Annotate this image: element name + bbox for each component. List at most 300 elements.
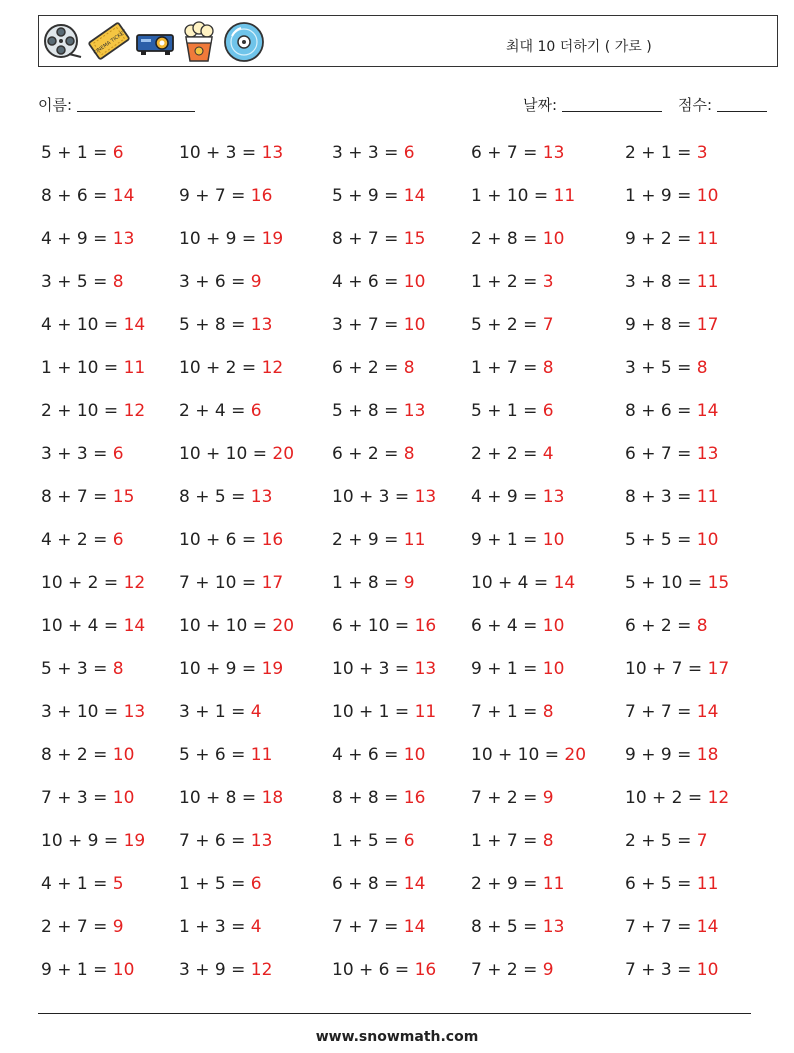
problem-cell bbox=[471, 444, 554, 464]
problem-cell bbox=[471, 874, 564, 894]
problem-answer: 7 bbox=[696, 831, 708, 851]
problem-answer: 9 bbox=[250, 272, 262, 292]
problem-answer: 10 bbox=[542, 530, 565, 550]
problem-cell bbox=[471, 917, 564, 937]
problem-cell bbox=[332, 186, 425, 206]
problem-answer: 8 bbox=[112, 659, 124, 679]
problem-cell bbox=[625, 573, 729, 593]
problem-cell bbox=[41, 229, 134, 249]
problem-expression: 1 + 3 = bbox=[179, 917, 251, 937]
worksheet-title: 최대 10 더하기 ( 가로 ) bbox=[506, 39, 652, 55]
problem-answer: 14 bbox=[123, 616, 146, 636]
problem-cell bbox=[179, 143, 283, 163]
problem-cell bbox=[332, 702, 436, 722]
problem-answer: 10 bbox=[696, 960, 719, 980]
problem-cell bbox=[625, 272, 718, 292]
name-blank[interactable] bbox=[77, 111, 195, 112]
problem-expression: 4 + 9 = bbox=[41, 229, 113, 249]
problem-expression: 10 + 2 = bbox=[625, 788, 708, 808]
problem-expression: 9 + 1 = bbox=[471, 659, 543, 679]
problem-cell bbox=[471, 659, 564, 679]
name-label: 이름: bbox=[38, 96, 73, 114]
problem-expression: 2 + 2 = bbox=[471, 444, 543, 464]
problem-cell bbox=[625, 186, 718, 206]
problem-expression: 10 + 9 = bbox=[41, 831, 124, 851]
problem-cell bbox=[625, 960, 718, 980]
problem-answer: 10 bbox=[403, 745, 426, 765]
footer-url: www.snowmath.com bbox=[315, 1029, 479, 1045]
problem-answer: 16 bbox=[261, 530, 284, 550]
problem-answer: 9 bbox=[112, 917, 124, 937]
problem-expression: 7 + 2 = bbox=[471, 788, 543, 808]
problem-cell bbox=[471, 358, 554, 378]
problem-answer: 14 bbox=[403, 186, 426, 206]
problem-cell bbox=[332, 272, 425, 292]
problem-answer: 6 bbox=[112, 444, 124, 464]
problem-answer: 6 bbox=[403, 143, 415, 163]
projector-icon bbox=[135, 21, 177, 61]
problem-answer: 12 bbox=[123, 573, 146, 593]
problem-cell bbox=[625, 917, 718, 937]
problem-cell bbox=[332, 745, 425, 765]
problem-answer: 5 bbox=[112, 874, 124, 894]
problem-cell bbox=[41, 444, 124, 464]
score-field bbox=[678, 94, 767, 115]
problem-expression: 2 + 4 = bbox=[179, 401, 251, 421]
problem-expression: 9 + 1 = bbox=[471, 530, 543, 550]
problem-cell bbox=[625, 530, 718, 550]
problem-answer: 6 bbox=[250, 874, 262, 894]
problem-expression: 8 + 5 = bbox=[471, 917, 543, 937]
problem-expression: 9 + 1 = bbox=[41, 960, 113, 980]
film-reel-icon bbox=[43, 21, 83, 61]
problem-expression: 3 + 5 = bbox=[625, 358, 697, 378]
problem-expression: 10 + 10 = bbox=[179, 444, 273, 464]
problem-cell bbox=[179, 960, 272, 980]
problem-expression: 8 + 3 = bbox=[625, 487, 697, 507]
problem-cell bbox=[471, 530, 564, 550]
problem-answer: 17 bbox=[261, 573, 284, 593]
problem-expression: 2 + 1 = bbox=[625, 143, 697, 163]
problem-cell bbox=[332, 229, 425, 249]
problem-answer: 11 bbox=[553, 186, 576, 206]
problem-answer: 9 bbox=[403, 573, 415, 593]
date-blank[interactable] bbox=[562, 111, 662, 112]
problem-expression: 10 + 9 = bbox=[179, 659, 262, 679]
problem-answer: 6 bbox=[112, 530, 124, 550]
problem-cell bbox=[332, 487, 436, 507]
problem-answer: 12 bbox=[261, 358, 284, 378]
problem-expression: 5 + 6 = bbox=[179, 745, 251, 765]
problem-answer: 13 bbox=[123, 702, 146, 722]
problem-cell bbox=[625, 745, 718, 765]
problem-expression: 8 + 5 = bbox=[179, 487, 251, 507]
problem-cell bbox=[41, 487, 134, 507]
problem-expression: 5 + 1 = bbox=[471, 401, 543, 421]
problem-expression: 10 + 6 = bbox=[332, 960, 415, 980]
problem-cell bbox=[625, 831, 708, 851]
problem-expression: 7 + 7 = bbox=[625, 702, 697, 722]
problem-cell bbox=[41, 315, 145, 335]
problem-cell bbox=[179, 186, 272, 206]
problem-cell bbox=[41, 874, 124, 894]
problem-expression: 10 + 1 = bbox=[332, 702, 415, 722]
problem-answer: 13 bbox=[414, 487, 437, 507]
problem-expression: 2 + 9 = bbox=[332, 530, 404, 550]
problem-cell bbox=[179, 272, 262, 292]
problem-expression: 4 + 9 = bbox=[471, 487, 543, 507]
problem-answer: 6 bbox=[542, 401, 554, 421]
problem-cell bbox=[41, 143, 124, 163]
problem-expression: 3 + 8 = bbox=[625, 272, 697, 292]
problem-cell bbox=[625, 874, 718, 894]
problem-answer: 11 bbox=[696, 874, 719, 894]
problem-answer: 14 bbox=[696, 401, 719, 421]
problem-answer: 13 bbox=[542, 143, 565, 163]
problem-cell bbox=[625, 788, 729, 808]
problem-expression: 10 + 4 = bbox=[41, 616, 124, 636]
problem-expression: 6 + 2 = bbox=[625, 616, 697, 636]
problem-answer: 19 bbox=[261, 659, 284, 679]
problem-answer: 10 bbox=[403, 272, 426, 292]
problem-cell bbox=[471, 788, 554, 808]
problem-answer: 11 bbox=[414, 702, 437, 722]
problem-expression: 9 + 8 = bbox=[625, 315, 697, 335]
problem-cell bbox=[179, 315, 272, 335]
problem-expression: 3 + 9 = bbox=[179, 960, 251, 980]
problem-answer: 7 bbox=[542, 315, 554, 335]
problem-answer: 19 bbox=[261, 229, 284, 249]
problem-expression: 10 + 10 = bbox=[471, 745, 565, 765]
problem-cell bbox=[471, 702, 554, 722]
problem-cell bbox=[332, 530, 425, 550]
problem-cell bbox=[471, 229, 564, 249]
problem-cell bbox=[332, 788, 425, 808]
problem-cell bbox=[625, 358, 708, 378]
problem-answer: 8 bbox=[542, 702, 554, 722]
problem-cell bbox=[41, 573, 145, 593]
problem-expression: 2 + 9 = bbox=[471, 874, 543, 894]
problem-expression: 5 + 5 = bbox=[625, 530, 697, 550]
problem-cell bbox=[179, 874, 262, 894]
problem-answer: 8 bbox=[542, 831, 554, 851]
problem-answer: 14 bbox=[403, 917, 426, 937]
problem-expression: 10 + 2 = bbox=[41, 573, 124, 593]
problem-answer: 10 bbox=[542, 659, 565, 679]
problem-answer: 17 bbox=[696, 315, 719, 335]
problem-cell bbox=[179, 573, 283, 593]
problem-cell bbox=[332, 573, 415, 593]
problem-expression: 3 + 3 = bbox=[41, 444, 113, 464]
problem-expression: 2 + 10 = bbox=[41, 401, 124, 421]
problem-cell bbox=[332, 616, 436, 636]
problem-answer: 14 bbox=[553, 573, 576, 593]
problem-expression: 1 + 9 = bbox=[625, 186, 697, 206]
problem-answer: 14 bbox=[696, 702, 719, 722]
problem-expression: 1 + 8 = bbox=[332, 573, 404, 593]
problem-answer: 6 bbox=[250, 401, 262, 421]
problem-cell bbox=[179, 616, 294, 636]
problem-cell bbox=[471, 573, 575, 593]
problem-expression: 3 + 3 = bbox=[332, 143, 404, 163]
problem-answer: 13 bbox=[414, 659, 437, 679]
problem-cell bbox=[41, 616, 145, 636]
problem-expression: 5 + 10 = bbox=[625, 573, 708, 593]
problem-expression: 6 + 8 = bbox=[332, 874, 404, 894]
problem-expression: 10 + 8 = bbox=[179, 788, 262, 808]
problem-answer: 4 bbox=[250, 917, 262, 937]
problem-cell bbox=[179, 444, 294, 464]
problem-expression: 7 + 10 = bbox=[179, 573, 262, 593]
problem-answer: 15 bbox=[707, 573, 730, 593]
problem-expression: 4 + 10 = bbox=[41, 315, 124, 335]
problem-answer: 6 bbox=[112, 143, 124, 163]
problem-expression: 9 + 9 = bbox=[625, 745, 697, 765]
problem-cell bbox=[332, 358, 415, 378]
problem-answer: 20 bbox=[564, 745, 587, 765]
problem-cell bbox=[41, 960, 134, 980]
problem-answer: 12 bbox=[707, 788, 730, 808]
problem-expression: 3 + 1 = bbox=[179, 702, 251, 722]
problem-answer: 13 bbox=[542, 487, 565, 507]
problem-expression: 6 + 7 = bbox=[471, 143, 543, 163]
problem-expression: 5 + 8 = bbox=[179, 315, 251, 335]
problem-answer: 11 bbox=[250, 745, 273, 765]
problem-answer: 13 bbox=[250, 831, 273, 851]
problem-cell bbox=[625, 401, 718, 421]
problem-answer: 14 bbox=[403, 874, 426, 894]
problem-answer: 13 bbox=[250, 315, 273, 335]
problem-cell bbox=[625, 616, 708, 636]
problem-answer: 11 bbox=[696, 272, 719, 292]
problem-expression: 7 + 7 = bbox=[332, 917, 404, 937]
problem-answer: 10 bbox=[112, 745, 135, 765]
problem-expression: 7 + 3 = bbox=[625, 960, 697, 980]
problem-answer: 13 bbox=[696, 444, 719, 464]
problem-answer: 4 bbox=[542, 444, 554, 464]
problem-cell bbox=[471, 143, 564, 163]
problem-cell bbox=[471, 745, 586, 765]
problem-expression: 7 + 1 = bbox=[471, 702, 543, 722]
problem-expression: 7 + 7 = bbox=[625, 917, 697, 937]
problem-cell bbox=[625, 702, 718, 722]
score-label: 점수: bbox=[678, 96, 713, 114]
problem-cell bbox=[179, 229, 283, 249]
problem-expression: 9 + 7 = bbox=[179, 186, 251, 206]
popcorn-icon bbox=[181, 21, 217, 63]
problem-answer: 9 bbox=[542, 960, 554, 980]
problem-answer: 13 bbox=[250, 487, 273, 507]
problem-cell bbox=[179, 788, 283, 808]
name-field bbox=[38, 94, 195, 115]
problem-cell bbox=[332, 143, 415, 163]
problem-answer: 12 bbox=[123, 401, 146, 421]
problem-answer: 19 bbox=[123, 831, 146, 851]
problem-answer: 11 bbox=[696, 229, 719, 249]
problem-answer: 14 bbox=[696, 917, 719, 937]
problem-expression: 6 + 4 = bbox=[471, 616, 543, 636]
problem-expression: 8 + 2 = bbox=[41, 745, 113, 765]
problem-expression: 1 + 2 = bbox=[471, 272, 543, 292]
problem-cell bbox=[471, 616, 564, 636]
problem-cell bbox=[41, 659, 124, 679]
problem-cell bbox=[471, 186, 575, 206]
problem-cell bbox=[41, 401, 145, 421]
problem-expression: 5 + 3 = bbox=[41, 659, 113, 679]
cinema-ticket-icon bbox=[87, 21, 131, 61]
problem-cell bbox=[41, 702, 145, 722]
problem-answer: 16 bbox=[403, 788, 426, 808]
problem-expression: 3 + 10 = bbox=[41, 702, 124, 722]
problem-expression: 10 + 10 = bbox=[179, 616, 273, 636]
problem-cell bbox=[179, 917, 262, 937]
ticket-text: CINEMA TICKET bbox=[92, 29, 128, 57]
problem-expression: 5 + 2 = bbox=[471, 315, 543, 335]
problem-expression: 8 + 7 = bbox=[332, 229, 404, 249]
problem-cell bbox=[179, 831, 272, 851]
problem-expression: 8 + 6 = bbox=[41, 186, 113, 206]
problem-answer: 16 bbox=[250, 186, 273, 206]
problem-expression: 2 + 7 = bbox=[41, 917, 113, 937]
problem-expression: 1 + 7 = bbox=[471, 358, 543, 378]
problem-cell bbox=[471, 401, 554, 421]
problem-expression: 5 + 1 = bbox=[41, 143, 113, 163]
problem-expression: 3 + 7 = bbox=[332, 315, 404, 335]
problem-expression: 6 + 2 = bbox=[332, 358, 404, 378]
date-label: 날짜: bbox=[523, 96, 558, 114]
problem-expression: 4 + 6 = bbox=[332, 745, 404, 765]
problem-expression: 7 + 6 = bbox=[179, 831, 251, 851]
problem-answer: 8 bbox=[403, 358, 415, 378]
problem-expression: 10 + 3 = bbox=[332, 659, 415, 679]
problem-cell bbox=[332, 659, 436, 679]
problem-cell bbox=[179, 401, 262, 421]
problem-expression: 3 + 6 = bbox=[179, 272, 251, 292]
problem-expression: 8 + 7 = bbox=[41, 487, 113, 507]
problem-expression: 10 + 9 = bbox=[179, 229, 262, 249]
problem-cell bbox=[179, 358, 283, 378]
problem-cell bbox=[332, 401, 425, 421]
problem-cell bbox=[625, 487, 718, 507]
problem-cell bbox=[471, 831, 554, 851]
problem-answer: 3 bbox=[696, 143, 708, 163]
problem-cell bbox=[332, 874, 425, 894]
problem-answer: 10 bbox=[696, 186, 719, 206]
problem-expression: 1 + 7 = bbox=[471, 831, 543, 851]
score-blank[interactable] bbox=[717, 111, 767, 112]
problem-expression: 6 + 2 = bbox=[332, 444, 404, 464]
problem-cell bbox=[625, 444, 718, 464]
problem-answer: 10 bbox=[542, 616, 565, 636]
problem-cell bbox=[41, 358, 145, 378]
problem-cell bbox=[332, 960, 436, 980]
problem-expression: 10 + 6 = bbox=[179, 530, 262, 550]
problem-answer: 8 bbox=[112, 272, 124, 292]
problem-answer: 20 bbox=[272, 444, 295, 464]
problem-expression: 4 + 2 = bbox=[41, 530, 113, 550]
problem-expression: 1 + 10 = bbox=[41, 358, 124, 378]
problem-answer: 13 bbox=[403, 401, 426, 421]
problem-answer: 16 bbox=[414, 960, 437, 980]
problem-cell bbox=[471, 272, 554, 292]
problem-answer: 10 bbox=[403, 315, 426, 335]
problem-answer: 12 bbox=[250, 960, 273, 980]
problem-expression: 10 + 3 = bbox=[332, 487, 415, 507]
problem-expression: 10 + 4 = bbox=[471, 573, 554, 593]
problem-answer: 3 bbox=[542, 272, 554, 292]
problem-expression: 1 + 5 = bbox=[332, 831, 404, 851]
problem-cell bbox=[625, 659, 729, 679]
problem-expression: 5 + 9 = bbox=[332, 186, 404, 206]
disc-icon bbox=[223, 21, 265, 63]
problem-answer: 11 bbox=[696, 487, 719, 507]
problem-cell bbox=[332, 831, 415, 851]
problem-expression: 6 + 5 = bbox=[625, 874, 697, 894]
problem-expression: 6 + 7 = bbox=[625, 444, 697, 464]
problem-answer: 14 bbox=[123, 315, 146, 335]
problem-answer: 15 bbox=[112, 487, 135, 507]
problem-cell bbox=[625, 143, 708, 163]
problem-cell bbox=[179, 702, 262, 722]
problem-cell bbox=[41, 831, 145, 851]
problem-answer: 11 bbox=[403, 530, 426, 550]
problem-answer: 18 bbox=[696, 745, 719, 765]
problem-expression: 4 + 1 = bbox=[41, 874, 113, 894]
problem-cell bbox=[179, 745, 272, 765]
problem-expression: 7 + 2 = bbox=[471, 960, 543, 980]
problem-answer: 10 bbox=[542, 229, 565, 249]
problem-expression: 8 + 8 = bbox=[332, 788, 404, 808]
problem-expression: 2 + 5 = bbox=[625, 831, 697, 851]
problem-cell bbox=[471, 487, 564, 507]
problem-cell bbox=[471, 960, 554, 980]
problem-answer: 4 bbox=[250, 702, 262, 722]
problem-cell bbox=[179, 530, 283, 550]
problem-answer: 15 bbox=[403, 229, 426, 249]
problem-answer: 8 bbox=[696, 358, 708, 378]
problem-expression: 10 + 3 = bbox=[179, 143, 262, 163]
problem-cell bbox=[41, 272, 124, 292]
problem-expression: 1 + 5 = bbox=[179, 874, 251, 894]
problem-answer: 8 bbox=[696, 616, 708, 636]
problem-answer: 20 bbox=[272, 616, 295, 636]
problem-expression: 1 + 10 = bbox=[471, 186, 554, 206]
problem-expression: 9 + 2 = bbox=[625, 229, 697, 249]
problem-answer: 10 bbox=[112, 960, 135, 980]
problem-expression: 2 + 8 = bbox=[471, 229, 543, 249]
problem-answer: 18 bbox=[261, 788, 284, 808]
problem-answer: 9 bbox=[542, 788, 554, 808]
problem-answer: 8 bbox=[542, 358, 554, 378]
problem-answer: 10 bbox=[696, 530, 719, 550]
problem-answer: 10 bbox=[112, 788, 135, 808]
problem-expression: 10 + 7 = bbox=[625, 659, 708, 679]
problem-answer: 13 bbox=[542, 917, 565, 937]
problem-cell bbox=[332, 917, 425, 937]
problem-answer: 17 bbox=[707, 659, 730, 679]
problem-cell bbox=[625, 315, 718, 335]
problem-expression: 3 + 5 = bbox=[41, 272, 113, 292]
problem-answer: 13 bbox=[112, 229, 135, 249]
problem-cell bbox=[41, 788, 134, 808]
problem-answer: 16 bbox=[414, 616, 437, 636]
problem-cell bbox=[179, 487, 272, 507]
problem-cell bbox=[179, 659, 283, 679]
problem-cell bbox=[332, 315, 425, 335]
problem-answer: 13 bbox=[261, 143, 284, 163]
problem-cell bbox=[625, 229, 718, 249]
problem-answer: 14 bbox=[112, 186, 135, 206]
